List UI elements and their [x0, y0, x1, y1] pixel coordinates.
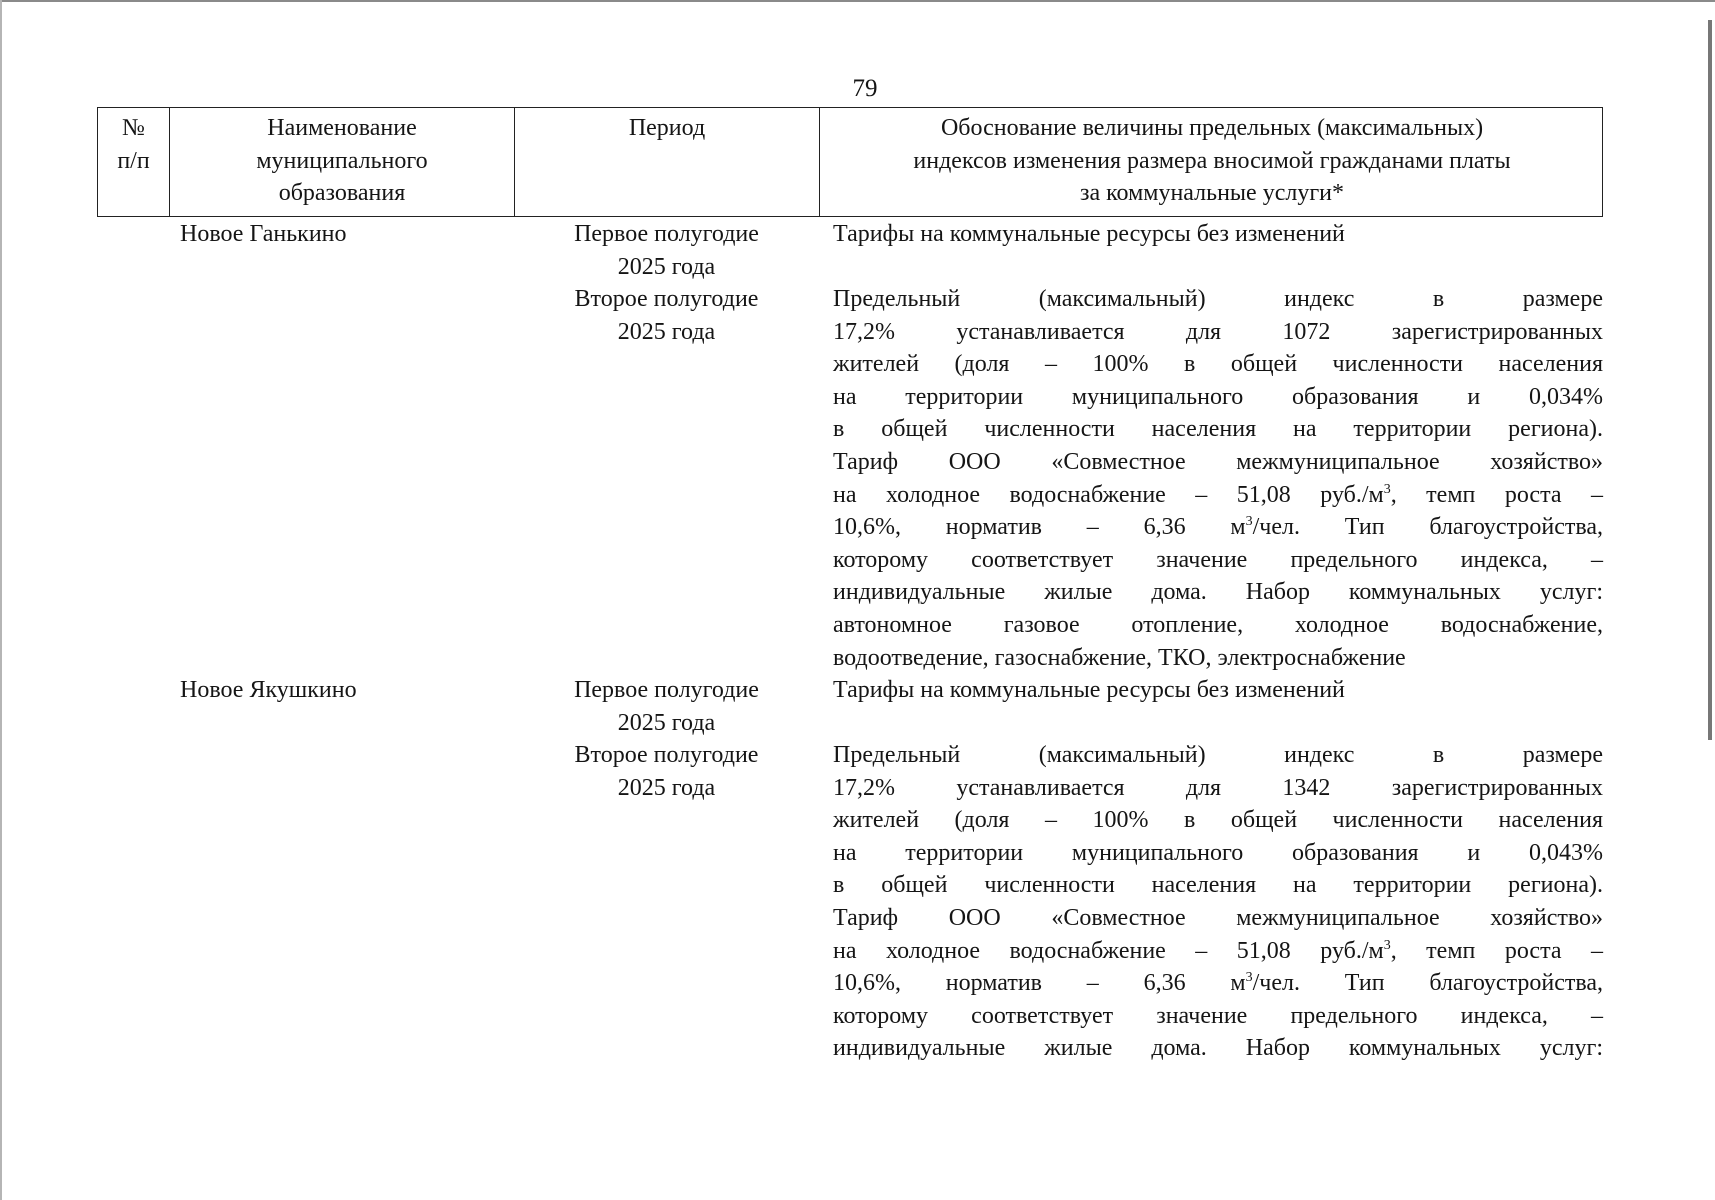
justification-line: в общей численности населения на территории региона).: [833, 416, 1603, 443]
text-fragment: /чел. Тип благоустройства,: [1252, 970, 1603, 997]
scan-edge-right: [1708, 20, 1712, 740]
text-fragment: /чел. Тип благоустройства,: [1252, 514, 1603, 541]
superscript: 3: [1383, 481, 1391, 497]
justification-line: [833, 967, 1603, 1000]
scan-edge-top: [0, 0, 1715, 2]
table-header: [97, 107, 1603, 217]
header-line: Период: [628, 115, 706, 141]
superscript: 3: [1245, 970, 1253, 986]
justification-paragraph: [833, 739, 1603, 1065]
scan-edge-left: [0, 0, 2, 1200]
justification-line: которому соответствует значение предельного индекса, –: [833, 546, 1603, 573]
period-first-half: [514, 674, 819, 739]
header-line: образования: [278, 180, 406, 206]
justification-line: жителей (доля – 100% в общей численности населения: [833, 807, 1603, 834]
header-line: индексов изменения размера вносимой гражданами платы: [913, 147, 1511, 174]
justification-line: Тариф ООО «Совместное межмуниципальное хозяйство»: [833, 904, 1603, 931]
justification-line: на территории муниципального образования и 0,043%: [833, 839, 1603, 866]
page-number: 79: [852, 75, 878, 102]
municipality-name: Новое Якушкино: [180, 677, 357, 703]
text-fragment: 10,6%, норматив – 6,36 м: [833, 970, 1246, 997]
text-fragment: , темп роста –: [1390, 481, 1603, 508]
justification-no-change: Тарифы на коммунальные ресурсы без изменений: [833, 677, 1345, 703]
text-fragment: , темп роста –: [1390, 937, 1603, 964]
header-col-municipality: [170, 108, 515, 216]
justification-line: водоотведение, газоснабжение, ТКО, электроснабжение: [833, 644, 1406, 671]
justification-line: 17,2% устанавливается для 1342 зарегистрированных: [833, 774, 1603, 801]
period-line: 2025 года: [617, 253, 716, 280]
period-line: Второе полугодие: [574, 286, 759, 312]
justification-line: индивидуальные жилые дома. Набор коммунальных услуг:: [833, 579, 1603, 606]
text-fragment: на холодное водоснабжение – 51,08 руб./м: [833, 937, 1384, 964]
period-first-half: [514, 218, 819, 283]
justification-line: автономное газовое отопление, холодное водоснабжение,: [833, 611, 1603, 638]
justification-line: [833, 935, 1603, 968]
superscript: 3: [1245, 514, 1253, 530]
justification-line: индивидуальные жилые дома. Набор коммунальных услуг:: [833, 1035, 1603, 1062]
header-line: Наименование: [267, 115, 417, 141]
justification-line: [833, 479, 1603, 512]
justification-line: Предельный (максимальный) индекс в размере: [833, 286, 1603, 312]
period-line: Первое полугодие: [574, 221, 759, 247]
period-line: 2025 года: [617, 318, 716, 345]
justification-line: в общей численности населения на территории региона).: [833, 872, 1603, 899]
header-col-number: [98, 108, 170, 216]
justification-line: которому соответствует значение предельного индекса, –: [833, 1002, 1603, 1029]
justification-line: жителей (доля – 100% в общей численности населения: [833, 351, 1603, 378]
period-second-half: [514, 283, 819, 348]
period-line: 2025 года: [617, 774, 716, 801]
text-fragment: на холодное водоснабжение – 51,08 руб./м: [833, 481, 1384, 508]
justification-line: Предельный (максимальный) индекс в размере: [833, 742, 1603, 768]
header-line: за коммунальные услуги*: [1079, 180, 1345, 206]
period-second-half: [514, 739, 819, 804]
justification-line: Тариф ООО «Совместное межмуниципальное хозяйство»: [833, 448, 1603, 475]
justification-paragraph: [833, 283, 1603, 674]
header-col-period: [515, 108, 820, 216]
justification-line: на территории муниципального образования и 0,034%: [833, 383, 1603, 410]
header-line: муниципального: [256, 147, 428, 174]
text-fragment: 10,6%, норматив – 6,36 м: [833, 514, 1246, 541]
superscript: 3: [1383, 937, 1391, 953]
header-col-justification: [820, 108, 1604, 216]
municipality-name: Новое Ганькино: [180, 221, 347, 247]
justification-line: [833, 511, 1603, 544]
header-line: №: [122, 115, 145, 141]
justification-no-change: Тарифы на коммунальные ресурсы без изменений: [833, 221, 1345, 247]
justification-line: 17,2% устанавливается для 1072 зарегистрированных: [833, 318, 1603, 345]
period-line: Первое полугодие: [574, 677, 759, 703]
period-line: 2025 года: [617, 709, 716, 736]
header-line: п/п: [117, 147, 150, 174]
period-line: Второе полугодие: [574, 742, 759, 768]
header-line: Обоснование величины предельных (максимальных): [940, 115, 1484, 141]
